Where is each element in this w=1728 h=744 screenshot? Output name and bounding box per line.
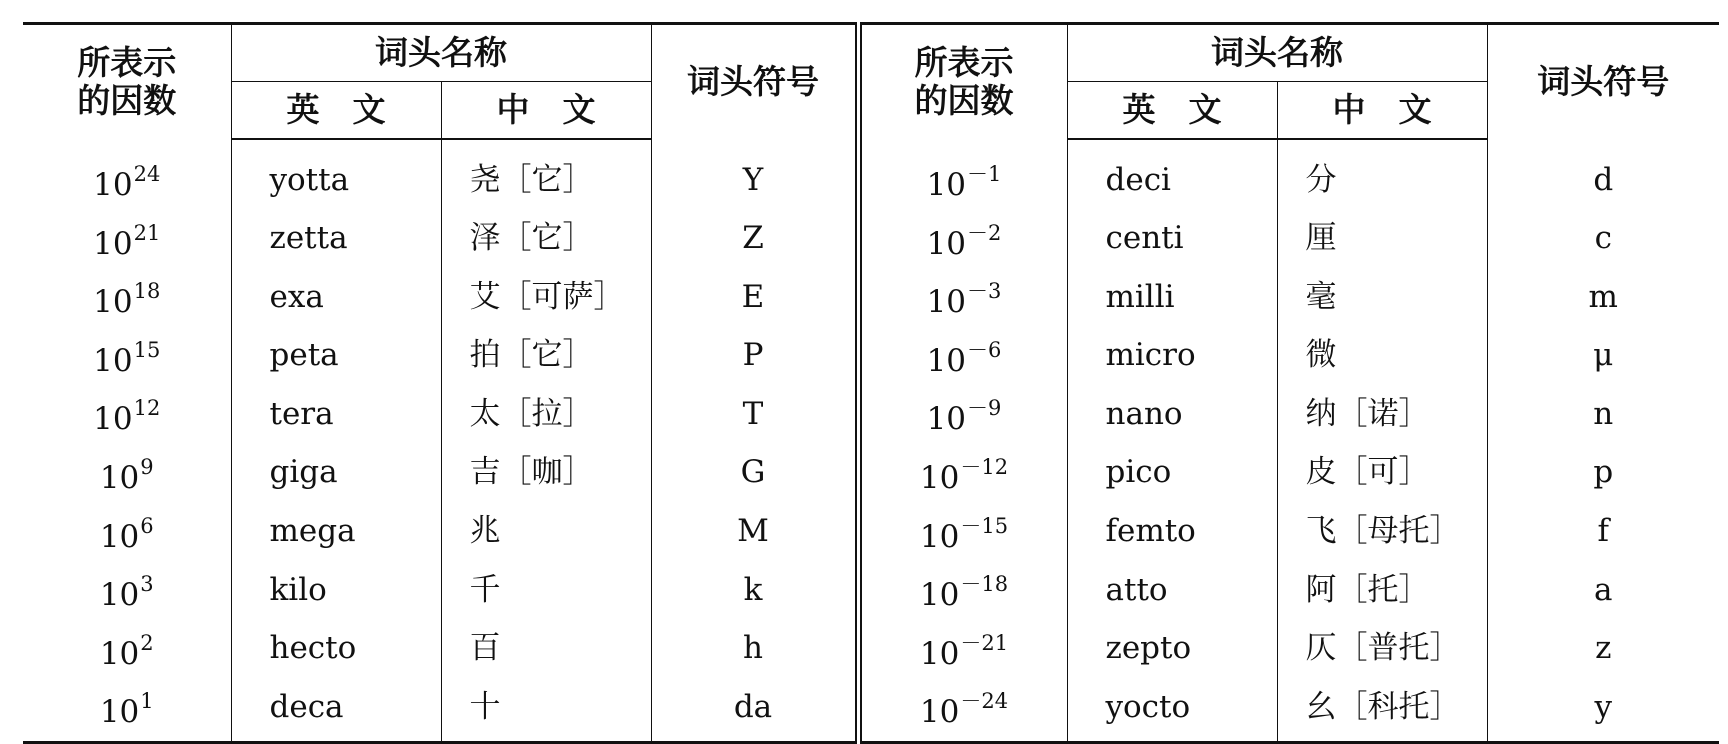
english-name-cell: atto: [1067, 561, 1277, 620]
english-name-cell: deci: [1067, 139, 1277, 210]
factor-cell: [23, 444, 231, 503]
factor-base: 10: [919, 459, 960, 496]
symbol-cell: μ: [1487, 327, 1719, 386]
english-name-cell: deca: [231, 678, 441, 742]
symbol-cell: da: [651, 678, 858, 742]
factor-cell: [858, 503, 1067, 562]
factor-cell: [23, 678, 231, 742]
header-english-right: 英 文: [1067, 82, 1277, 140]
english-name-cell: peta: [231, 327, 441, 386]
factor-exponent: 21: [133, 220, 161, 245]
factor-cell: [23, 327, 231, 386]
factor-exponent: 3: [140, 572, 154, 597]
factor-cell: [858, 385, 1067, 444]
factor-cell: [23, 503, 231, 562]
factor-exponent: －1: [967, 162, 1002, 186]
symbol-cell: h: [651, 620, 858, 679]
english-name-cell: hecto: [231, 620, 441, 679]
factor-base: 10: [93, 167, 133, 203]
table-row: [23, 210, 1719, 269]
factor-base: 10: [99, 518, 140, 555]
chinese-name-cell: 微: [1277, 327, 1487, 386]
table-row: [23, 139, 1719, 210]
header-name-group: 词头名称: [231, 24, 651, 82]
table-row: [23, 678, 1719, 742]
si-prefix-table: [23, 22, 1719, 744]
table-body: [23, 139, 1719, 742]
chinese-name-cell: 幺［科托］: [1277, 678, 1487, 742]
table-row: [23, 561, 1719, 620]
factor-cell: [858, 678, 1067, 742]
chinese-name-cell: 十: [441, 678, 651, 742]
factor-cell: [23, 268, 231, 327]
chinese-name-cell: 仄［普托］: [1277, 620, 1487, 679]
factor-exponent: 1: [140, 689, 154, 714]
factor-base: 10: [93, 284, 133, 321]
chinese-name-cell: 分: [1277, 139, 1487, 210]
factor-exponent: －3: [967, 279, 1002, 304]
factor-base: 10: [99, 459, 140, 496]
factor-exponent: 6: [140, 513, 154, 538]
chinese-name-cell: 百: [441, 620, 651, 679]
symbol-cell: m: [1487, 268, 1719, 327]
english-name-cell: exa: [231, 268, 441, 327]
factor-cell: [23, 139, 231, 210]
factor-base: 10: [926, 167, 967, 203]
factor-exponent: －2: [967, 220, 1002, 245]
chinese-name-cell: 艾［可萨］: [441, 268, 651, 327]
factor-base: 10: [93, 401, 133, 438]
chinese-name-cell: 拍［它］: [441, 327, 651, 386]
english-name-cell: yotta: [231, 139, 441, 210]
factor-base: 10: [919, 635, 960, 672]
chinese-name-cell: 厘: [1277, 210, 1487, 269]
table-row: [23, 444, 1719, 503]
chinese-name-cell: 纳［诺］: [1277, 385, 1487, 444]
factor-base: 10: [926, 401, 967, 438]
factor-base: 10: [99, 635, 140, 672]
english-name-cell: giga: [231, 444, 441, 503]
factor-cell: [858, 561, 1067, 620]
factor-cell: [23, 561, 231, 620]
factor-exponent: 9: [140, 454, 154, 479]
symbol-cell: a: [1487, 561, 1719, 620]
header-symbol: 词头符号: [651, 24, 858, 140]
factor-cell: [858, 444, 1067, 503]
symbol-cell: E: [651, 268, 858, 327]
factor-exponent: －6: [967, 337, 1002, 362]
english-name-cell: pico: [1067, 444, 1277, 503]
header-factor: 所表示 的因数: [77, 43, 177, 120]
english-name-cell: zetta: [231, 210, 441, 269]
english-name-cell: yocto: [1067, 678, 1277, 742]
english-name-cell: femto: [1067, 503, 1277, 562]
chinese-name-cell: 千: [441, 561, 651, 620]
factor-cell: [858, 268, 1067, 327]
english-name-cell: milli: [1067, 268, 1277, 327]
english-name-cell: zepto: [1067, 620, 1277, 679]
factor-base: 10: [93, 342, 133, 379]
factor-base: 10: [919, 694, 960, 731]
factor-base: 10: [926, 225, 967, 262]
factor-exponent: －9: [967, 396, 1002, 421]
factor-exponent: －12: [960, 454, 1009, 479]
symbol-cell: y: [1487, 678, 1719, 742]
table-row: [23, 385, 1719, 444]
chinese-name-cell: 皮［可］: [1277, 444, 1487, 503]
factor-base: 10: [919, 518, 960, 555]
symbol-cell: Z: [651, 210, 858, 269]
symbol-cell: n: [1487, 385, 1719, 444]
header-symbol-right: 词头符号: [1487, 24, 1719, 140]
factor-base: 10: [99, 694, 140, 731]
chinese-name-cell: 阿［托］: [1277, 561, 1487, 620]
header-english: 英 文: [231, 82, 441, 140]
header-chinese-right: 中 文: [1277, 82, 1487, 140]
chinese-name-cell: 太［拉］: [441, 385, 651, 444]
factor-cell: [858, 139, 1067, 210]
chinese-name-cell: 毫: [1277, 268, 1487, 327]
symbol-cell: z: [1487, 620, 1719, 679]
table-row: [23, 327, 1719, 386]
factor-base: 10: [926, 342, 967, 379]
symbol-cell: Y: [651, 139, 858, 210]
symbol-cell: P: [651, 327, 858, 386]
factor-exponent: 12: [133, 396, 161, 421]
factor-exponent: 18: [133, 279, 161, 304]
factor-cell: [858, 327, 1067, 386]
symbol-cell: M: [651, 503, 858, 562]
factor-base: 10: [926, 284, 967, 321]
factor-exponent: －24: [960, 689, 1009, 714]
chinese-name-cell: 泽［它］: [441, 210, 651, 269]
factor-base: 10: [919, 577, 960, 614]
factor-cell: [23, 620, 231, 679]
header-factor-right: 所表示 的因数: [858, 24, 1067, 140]
factor-exponent: 24: [133, 162, 161, 186]
symbol-cell: f: [1487, 503, 1719, 562]
factor-cell: [23, 385, 231, 444]
english-name-cell: micro: [1067, 327, 1277, 386]
factor-exponent: －15: [960, 513, 1009, 538]
chinese-name-cell: 兆: [441, 503, 651, 562]
english-name-cell: mega: [231, 503, 441, 562]
factor-cell: [858, 210, 1067, 269]
symbol-cell: p: [1487, 444, 1719, 503]
english-name-cell: nano: [1067, 385, 1277, 444]
english-name-cell: centi: [1067, 210, 1277, 269]
factor-exponent: 15: [133, 337, 161, 362]
symbol-cell: k: [651, 561, 858, 620]
symbol-cell: c: [1487, 210, 1719, 269]
table-row: [23, 268, 1719, 327]
english-name-cell: tera: [231, 385, 441, 444]
table-row: [23, 503, 1719, 562]
factor-cell: [23, 210, 231, 269]
chinese-name-cell: 吉［咖］: [441, 444, 651, 503]
factor-exponent: －18: [960, 572, 1009, 597]
english-name-cell: kilo: [231, 561, 441, 620]
header-chinese: 中 文: [441, 82, 651, 140]
symbol-cell: G: [651, 444, 858, 503]
table-row: [23, 620, 1719, 679]
symbol-cell: T: [651, 385, 858, 444]
chinese-name-cell: 飞［母托］: [1277, 503, 1487, 562]
factor-cell: [858, 620, 1067, 679]
factor-base: 10: [99, 577, 140, 614]
factor-exponent: 2: [140, 630, 154, 655]
symbol-cell: d: [1487, 139, 1719, 210]
factor-exponent: －21: [960, 630, 1009, 655]
factor-base: 10: [93, 225, 133, 262]
header-name-group-right: 词头名称: [1067, 24, 1487, 82]
chinese-name-cell: 尧［它］: [441, 139, 651, 210]
